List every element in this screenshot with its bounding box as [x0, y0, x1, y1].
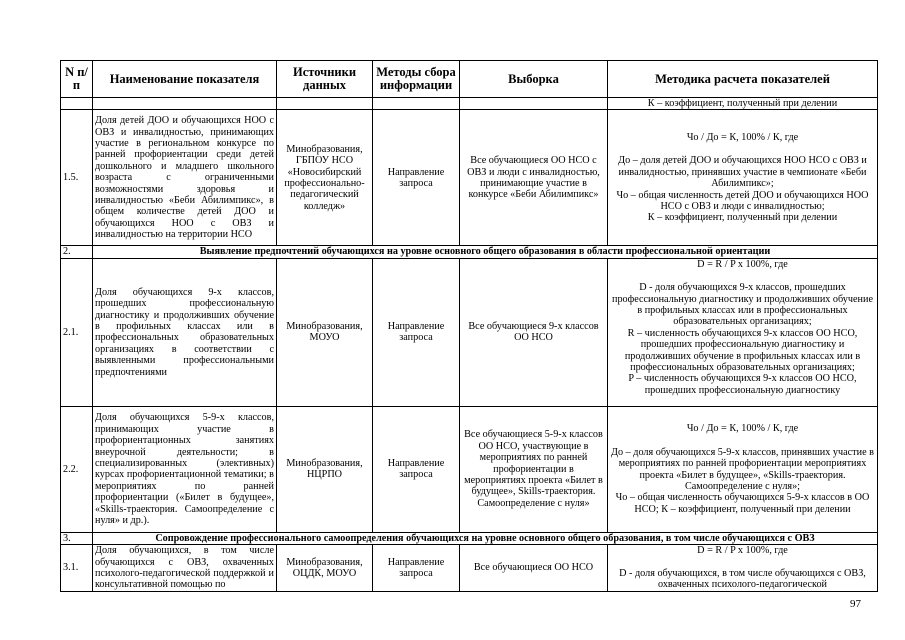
section-num: 2.: [61, 246, 93, 258]
sample: Все обучающиеся 5-9-х классов ОО НСО, участвующие в мероприятиях по ранней профориентации в мероприятиях проекта «Билет в будущее», Skills-траектория. Самоопределение с нуля»: [460, 406, 608, 532]
sample: Все обучающиеся 9-х классов ОО НСО: [460, 258, 608, 406]
calc-formula: Чо / До = К, 100% / К, где: [686, 423, 799, 435]
calc-method: [608, 258, 878, 406]
section-row: [61, 532, 878, 544]
data-sources: Минобразования, ГБПОУ НСО «Новосибирский профессионально-педагогический колледж»: [277, 110, 373, 246]
sample: Все обучающиеся ОО НСО с ОВЗ и люди с инвалидностью, принимающие участие в конкурсе «Беби Абилимпикс»: [460, 110, 608, 246]
collection-methods: Направление запроса: [373, 545, 460, 592]
indicators-table: [60, 60, 878, 592]
carry-over-calc: К – коэффициент, полученный при делении: [608, 98, 878, 110]
section-title: Сопровождение профессионального самоопределения обучающихся на уровне основного общего образования, в том числе обучающихся с ОВЗ: [93, 532, 878, 544]
calc-formula: D = R / P x 100%, где: [697, 545, 788, 557]
calc-line: P – численность обучающихся 9-х классов ОО НСО, прошедших профессиональную диагностику: [628, 373, 857, 396]
data-sources: Минобразования, МОУО: [277, 258, 373, 406]
header-sources: Источники данных: [277, 61, 373, 98]
calc-line: Чо – общая численность детей ДОО и обучающихся НОО НСО с ОВЗ и люди с инвалидностью;: [616, 189, 869, 213]
calc-line: Чо – общая численность обучающихся 5-9-х классов в ОО НСО; К – коэффициент, полученный при делении: [615, 492, 870, 515]
table-row: [61, 406, 878, 532]
sample: Все обучающиеся ОО НСО: [460, 545, 608, 592]
data-sources: Минобразования, НЦРПО: [277, 406, 373, 532]
collection-methods: Направление запроса: [373, 110, 460, 246]
collection-methods: Направление запроса: [373, 258, 460, 406]
carry-over-row: [61, 98, 878, 110]
section-row: [61, 246, 878, 258]
calc-line: До – доля детей ДОО и обучающихся НОО НСО с ОВЗ и инвалидностью, принявших участие в чемпионате «Беби Абилимпикс»;: [618, 155, 867, 190]
table-header-row: [61, 61, 878, 98]
section-title: Выявление предпочтений обучающихся на уровне основного общего образования в области профессиональной ориентации: [93, 246, 878, 258]
table-row: [61, 545, 878, 592]
row-num: 3.1.: [61, 545, 93, 592]
row-num: 1.5.: [61, 110, 93, 246]
table-row: [61, 258, 878, 406]
calc-line: R – численность обучающихся 9-х классов ОО НСО, прошедших профессиональную диагностику и продолживших обучение в профильных классах или в профессиональных образовательных организациях;: [624, 327, 861, 374]
calc-line: К – коэффициент, полученный при делении: [647, 212, 838, 224]
calc-line: До – доля обучающихся 5-9-х классов, принявших участие в мероприятиях по ранней профориентации мероприятиях проекта «Билет в будущее», «Skills-траектория. Самоопределение с нуля»;: [611, 446, 874, 493]
header-methods: Методы сбора информации: [373, 61, 460, 98]
row-num: 2.2.: [61, 406, 93, 532]
table-row: [61, 110, 878, 246]
header-sample: Выборка: [460, 61, 608, 98]
indicator-name: Доля детей ДОО и обучающихся НОО с ОВЗ и инвалидностью, принимающих участие в региональном конкурсе по ранней профориентации среди детей дошкольного и младшего школьного возраста с ограниченными возможностями здоровья и инвалидностью «Беби Абилимпикс», в общем количестве детей ДОО и обучающихся НОО с ОВЗ и инвалидностью на территории НСО: [93, 110, 277, 246]
indicator-name: Доля обучающихся, в том числе обучающихся с ОВЗ, охваченных психолого-педагогической поддержкой и консультативной помощью по: [93, 545, 277, 592]
calc-line: D - доля обучающихся, в том числе обучающихся с ОВЗ, охваченных психолого-педагогической: [619, 567, 866, 591]
calc-formula: Чо / До = К, 100% / К, где: [686, 131, 799, 143]
calc-line: D - доля обучающихся 9-х классов, прошедших профессиональную диагностику и продолживших обучение в профильных классах или в профессиональных образовательных организациях;: [612, 282, 873, 328]
data-sources: Минобразования, ОЦДК, МОУО: [277, 545, 373, 592]
header-calc: Методика расчета показателей: [608, 61, 878, 98]
page-number: 97: [850, 598, 861, 610]
calc-method: [608, 545, 878, 592]
calc-method: [608, 110, 878, 246]
header-name: Наименование показателя: [93, 61, 277, 98]
section-num: 3.: [61, 532, 93, 544]
calc-formula: D = R / P x 100%, где: [697, 258, 788, 270]
indicator-name: Доля обучающихся 5-9-х классов, принимающих участие в профориентационных занятиях внеурочной деятельности; в специализированных (элективных) курсах профориентационной тематики; в мероприятиях по ранней профориентации («Билет в будущее», «Skills-траектория. Самоопределение с нуля» и др.).: [93, 406, 277, 532]
header-num: N п/п: [61, 61, 93, 98]
collection-methods: Направление запроса: [373, 406, 460, 532]
row-num: 2.1.: [61, 258, 93, 406]
indicator-name: Доля обучающихся 9-х классов, прошедших профессиональную диагностику и продолживших обучение в профильных классах или в профессиональных образовательных организациях в соответствии с выявленными профессиональными предпочтениями: [93, 258, 277, 406]
calc-method: [608, 406, 878, 532]
